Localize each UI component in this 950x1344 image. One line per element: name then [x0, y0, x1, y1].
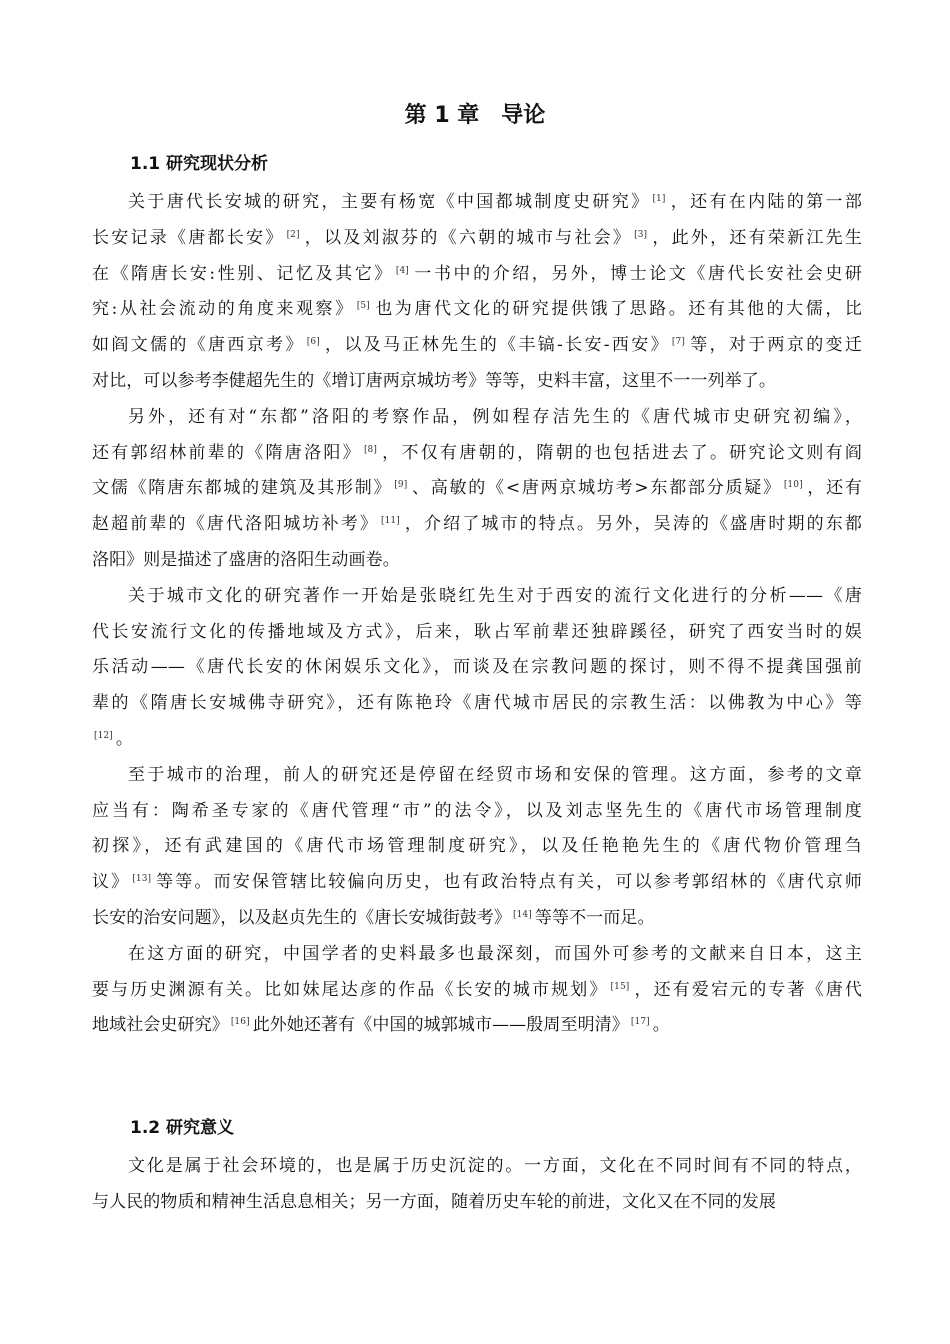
citation-marker: [17] — [630, 1017, 650, 1028]
citation-marker: [16] — [230, 1017, 250, 1028]
text-line: 另外，还有对“东都”洛阳的考察作品，例如程存洁先生的《唐代城市史研究初编》， — [128, 406, 862, 427]
citation-marker: [1] — [652, 194, 666, 204]
text-line: 乐活动——《唐代长安的休闲娱乐文化》，而谈及在宗教问题的探讨，则不得不提龚国强前 — [92, 657, 862, 678]
citation-marker: [8] — [363, 444, 377, 455]
paragraph — [92, 579, 862, 758]
paragraph — [92, 185, 862, 400]
paragraph — [92, 400, 862, 579]
text-line: 在这方面的研究，中国学者的史料最多也最深刻，而国外可参考的文献来自日本，这主 — [128, 943, 862, 964]
text-line: 关于唐代长安城的研究，主要有杨宽《中国都城制度史研究》 [1] ，还有在内陆的第一部 — [128, 192, 862, 212]
text-line: 文化是属于社会环境的，也是属于历史沉淀的。一方面，文化在不同时间有不同的特点， — [128, 1156, 862, 1176]
text-line: 要与历史渊源有关。比如妹尾达彦的作品《长安的城市规划》 [15] ，还有爱宕元的专著《唐代 — [92, 979, 862, 1000]
text-line: 在《隋唐长安:性别、记忆及其它》 [4] 一书中的介绍，另外，博士论文《唐代长安社会史研 — [92, 263, 862, 284]
text-line: 应当有：陶希圣专家的《唐代管理“市”的法令》，以及刘志坚先生的《唐代市场管理制度 — [92, 800, 862, 821]
text-line: 还有郭绍林前辈的《隋唐洛阳》 [8] ，不仅有唐朝的，隋朝的也包括进去了。研究论文则有阎 — [92, 442, 863, 463]
paragraph — [92, 758, 862, 937]
citation-marker: [15] — [610, 981, 630, 992]
text-line: 赵超前辈的《唐代洛阳城坊补考》 [11] ，介绍了城市的特点。另外，吴涛的《盛唐时期的东都 — [92, 514, 862, 535]
citation-marker: [12] — [94, 730, 113, 741]
citation-marker: [4] — [395, 265, 409, 276]
text-line: 对比，可以参考李健超先生的《增订唐两京城坊考》等等，史料丰富，这里不一一列举了。 — [92, 370, 776, 391]
text-line: 议》 [13] 等等。而安保管辖比较偏向历史，也有政治特点有关，可以参考郭绍林的《唐代京师 — [92, 872, 862, 893]
citation-marker: [3] — [634, 229, 648, 240]
citation-marker: [2] — [286, 229, 300, 240]
text-line: 如阎文儒的《唐西京考》 [6] ，以及马正林先生的《丰镐-长安-西安》 [7] 等，对于两京的变迁 — [92, 335, 862, 356]
citation-marker: [7] — [671, 337, 685, 348]
text-line: 关于城市文化的研究著作一开始是张晓红先生对于西安的流行文化进行的分析——《唐 — [128, 585, 862, 606]
text-line: 与人民的物质和精神生活息息相关；另一方面，随着历史车轮的前进，文化又在不同的发展 — [92, 1191, 776, 1212]
citation-marker: [14] — [513, 909, 532, 920]
section-heading-1-1: 1.1 研究现状分析 — [130, 154, 269, 174]
text-line: 洛阳》则是描述了盛唐的洛阳生动画卷。 — [92, 549, 400, 570]
text-line: 究:从社会流动的角度来观察》 [5] 也为唐代文化的研究提供饿了思路。还有其他的大儒，比 — [92, 299, 862, 320]
text-line: 代长安流行文化的传播地域及方式》，后来，耿占军前辈还独辟蹊径，研究了西安当时的娱 — [92, 621, 862, 642]
text-line: 长安记录《唐都长安》 [2] ，以及刘淑芬的《六朝的城市与社会》 [3] ，此外，还有荣新江先生 — [92, 227, 862, 248]
section-heading-1-2: 1.2 研究意义 — [130, 1118, 235, 1138]
text-line: [12] 。 — [94, 728, 133, 749]
citation-marker: [6] — [306, 337, 320, 348]
citation-marker: [9] — [394, 480, 408, 491]
citation-marker: [5] — [356, 301, 370, 312]
paragraph — [92, 1149, 862, 1221]
citation-marker: [13] — [132, 874, 152, 885]
citation-marker: [10] — [783, 480, 803, 491]
text-line: 辈的《隋唐长安城佛寺研究》，还有陈艳玲《唐代城市居民的宗教生活：以佛教为中心》等 — [92, 693, 862, 714]
citation-marker: [11] — [380, 516, 400, 527]
chapter-title: 第 1 章 导论 — [404, 103, 546, 128]
text-line: 地域社会史研究》 [16] 此外她还著有《中国的城郭城市——殷周至明清》 [17] 。 — [92, 1015, 670, 1036]
text-line: 初探》，还有武建国的《唐代市场管理制度研究》，以及任艳艳先生的《唐代物价管理刍 — [92, 836, 862, 857]
text-line: 至于城市的治理，前人的研究还是停留在经贸市场和安保的管理。这方面，参考的文章 — [128, 764, 862, 785]
text-line: 长安的治安问题》，以及赵贞先生的《唐长安城街鼓考》 [14] 等等不一而足。 — [92, 907, 655, 928]
paragraph — [92, 937, 862, 1044]
text-line: 文儒《隋唐东都城的建筑及其形制》 [9] 、高敏的《<唐两京城坊考>东都部分质疑》 [10] ，还有 — [92, 478, 862, 499]
